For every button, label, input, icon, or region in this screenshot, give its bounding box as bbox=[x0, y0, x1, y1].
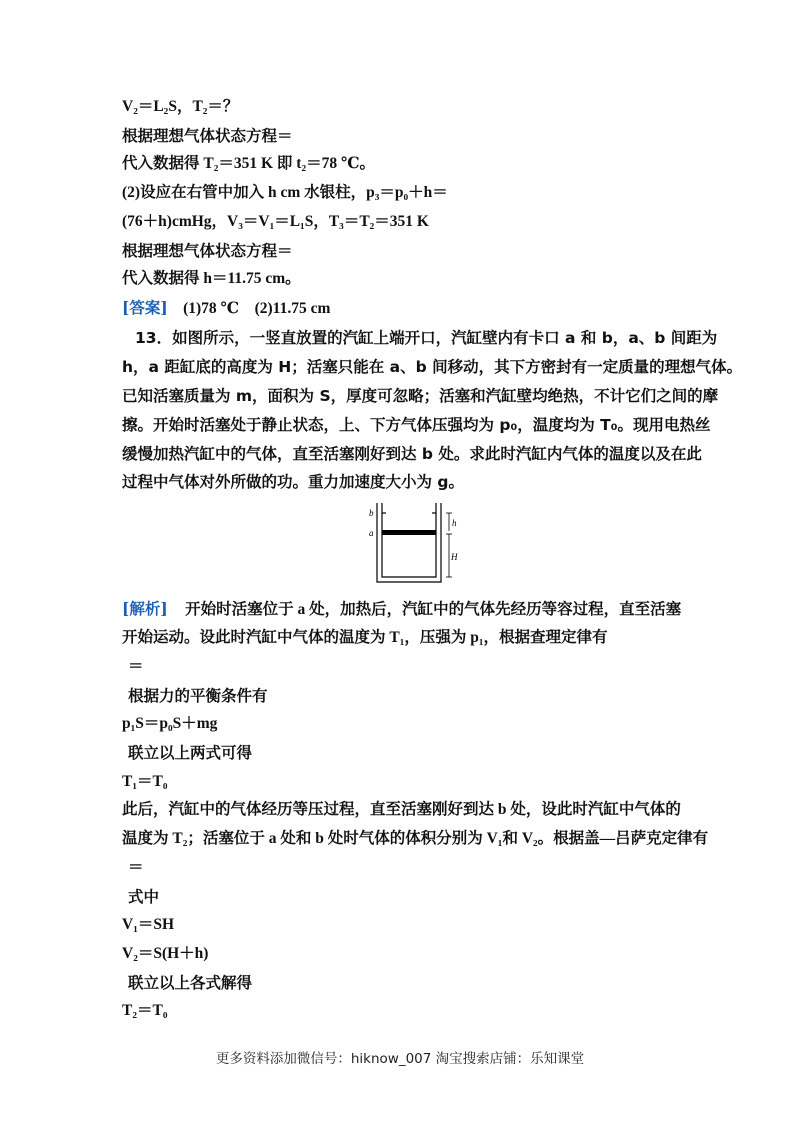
analysis-line: T₁＝T₀ bbox=[122, 773, 168, 790]
analysis-line: 联立以上各式解得 bbox=[128, 973, 253, 992]
analysis-line: ＝ bbox=[128, 658, 144, 675]
label-a: a bbox=[369, 528, 374, 538]
solution-line: 代入数据得 h＝11.75 cm。 bbox=[122, 270, 301, 287]
analysis-line: 温度为 T₂；活塞位于 a 处和 b 处时气体的体积分别为 V₁和 V₂。根据盖—吕萨克定律有 bbox=[122, 830, 709, 847]
solution-line: 根据理想气体状态方程＝ bbox=[122, 126, 293, 145]
analysis-line: 此后，汽缸中的气体经历等压过程，直至活塞刚好到达 b 处，设此时汽缸中气体的 bbox=[122, 801, 681, 818]
analysis-line: T₂＝T₀ bbox=[122, 1002, 168, 1019]
question-line: 擦。开始时活塞处于静止状态，上、下方气体压强均为 p₀，温度均为 T₀。现用电热丝 bbox=[122, 416, 711, 434]
piston bbox=[382, 530, 436, 535]
answer-line bbox=[122, 298, 330, 319]
cylinder-diagram bbox=[365, 498, 465, 590]
question-line: h，a 距缸底的高度为 H；活塞只能在 a、b 间移动，其下方密封有一定质量的理想气体。 bbox=[122, 358, 743, 376]
question-line: 已知活塞质量为 m，面积为 S，厚度可忽略；活塞和汽缸壁均绝热，不计它们之间的摩 bbox=[122, 387, 719, 405]
solution-line: 代入数据得 T₂＝351 K 即 t₂＝78 ℃。 bbox=[122, 155, 376, 172]
answer-tag: [答案] bbox=[122, 298, 168, 317]
solution-line: 根据理想气体状态方程＝ bbox=[122, 241, 293, 260]
question-line: 过程中气体对外所做的功。重力加速度大小为 g。 bbox=[122, 473, 464, 491]
analysis-line: p₁S＝p₀S＋mg bbox=[122, 715, 218, 732]
analysis-tag: [解析] bbox=[122, 599, 168, 618]
analysis-line: 根据力的平衡条件有 bbox=[128, 686, 268, 705]
label-b: b bbox=[369, 508, 374, 518]
analysis-line: V₂＝S(H＋h) bbox=[122, 945, 209, 962]
analysis-line: ＝ bbox=[128, 859, 144, 876]
solution-line: (76＋h)cmHg，V₃＝V₁＝L₁S，T₃＝T₂＝351 K bbox=[122, 213, 429, 230]
answer-text: (1)78 ℃ (2)11.75 cm bbox=[183, 300, 331, 317]
question-line: 13．如图所示，一竖直放置的汽缸上端开口，汽缸壁内有卡口 a 和 b，a、b 间距为 bbox=[135, 329, 718, 347]
analysis-first-line bbox=[122, 599, 681, 620]
analysis-line: 联立以上两式可得 bbox=[128, 743, 253, 762]
solution-line: V₂＝L₂S，T₂＝？ bbox=[122, 98, 239, 115]
solution-line: (2)设应在右管中加入 h cm 水银柱，p₃＝p₀＋h＝ bbox=[122, 184, 448, 201]
question-line: 缓慢加热汽缸中的气体，直至活塞刚好到达 b 处。求此时汽缸内气体的温度以及在此 bbox=[122, 445, 702, 463]
footer-note: 更多资料添加微信号：hiknow_007 淘宝搜索店铺：乐知课堂 bbox=[215, 1051, 585, 1067]
label-H: H bbox=[451, 552, 458, 562]
label-h: h bbox=[452, 518, 457, 528]
analysis-line: 开始运动。设此时汽缸中气体的温度为 T₁，压强为 p₁，根据查理定律有 bbox=[122, 629, 608, 646]
analysis-line: V₁＝SH bbox=[122, 916, 175, 933]
analysis-text: 开始时活塞位于 a 处，加热后，汽缸中的气体先经历等容过程，直至活塞 bbox=[185, 601, 682, 618]
analysis-line: 式中 bbox=[128, 887, 160, 906]
